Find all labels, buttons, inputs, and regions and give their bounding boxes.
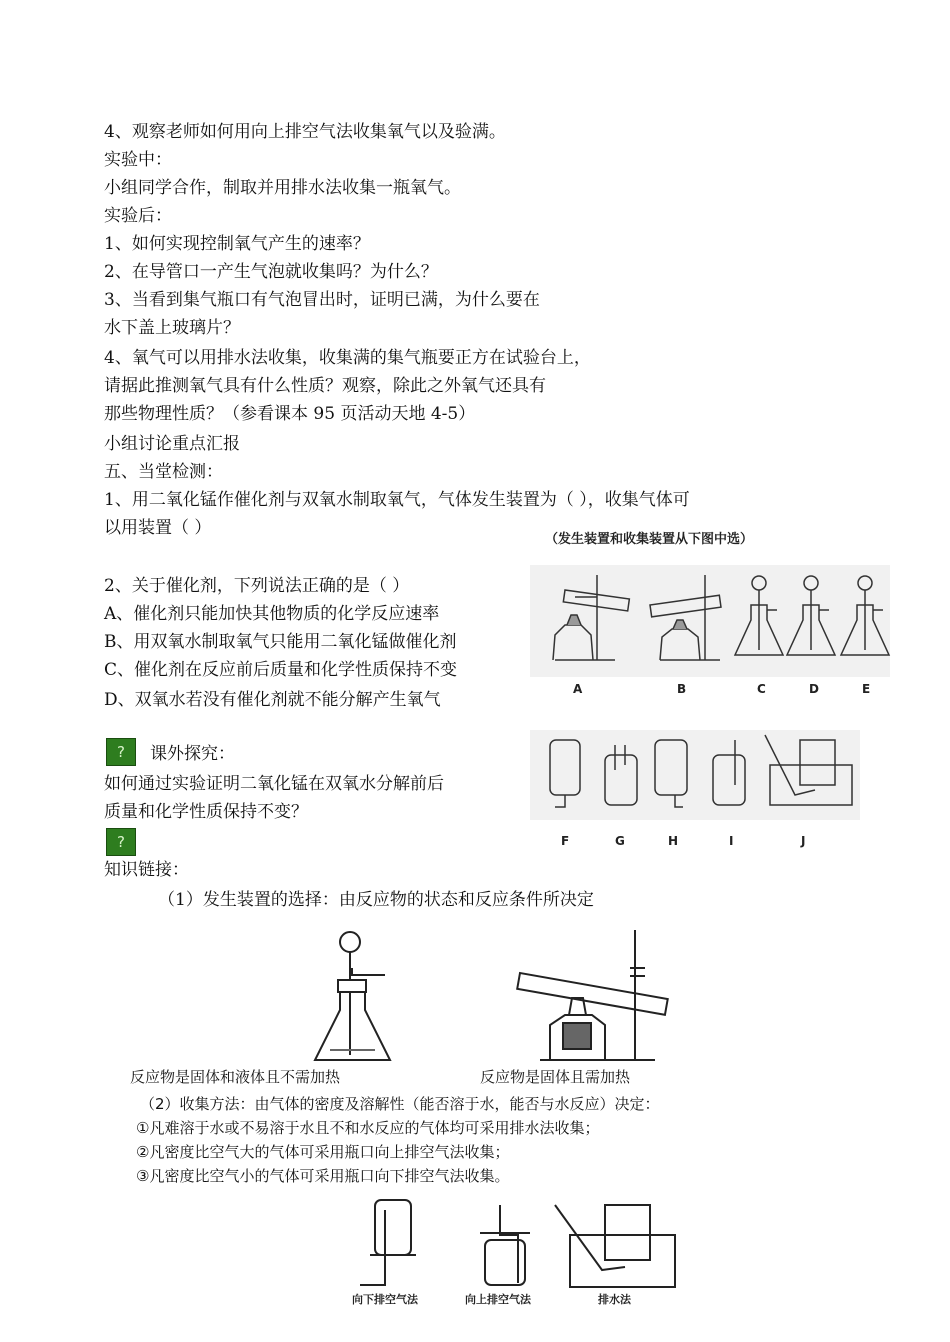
collection-label: 排水法	[598, 1293, 631, 1306]
collection-label: 向上排空气法	[465, 1293, 531, 1306]
apparatus-figure	[525, 525, 895, 855]
text-line: 小组同学合作，制取并用排水法收集一瓶氧气。	[104, 178, 461, 198]
knowledge-link-heading: 知识链接：	[104, 860, 189, 880]
text-line: 实验后：	[104, 206, 172, 226]
apparatus-label: H	[668, 834, 679, 848]
question-1-cont: 以用装置（ ）	[104, 518, 212, 538]
collection-rule-3: ③凡密度比空气小的气体可采用瓶口向下排空气法收集。	[136, 1167, 510, 1185]
question-2: 2、关于催化剂，下列说法正确的是（ ）	[104, 576, 410, 596]
generation-apparatus-figure	[120, 920, 720, 1095]
apparatus-label: D	[809, 682, 819, 696]
apparatus-label: C	[757, 682, 766, 696]
text-line: 水下盖上玻璃片？	[104, 318, 240, 338]
text-line: 2、在导管口一产生气泡就收集吗？为什么？	[104, 262, 438, 282]
collection-figure	[340, 1195, 680, 1315]
text-line: 质量和化学性质保持不变？	[104, 802, 308, 822]
question-1: 1、用二氧化锰作催化剂与双氧水制取氧气，气体发生装置为（ ），收集气体可	[104, 490, 690, 510]
apparatus-label: J	[801, 834, 806, 848]
text-line: 3、当看到集气瓶口有气泡冒出时，证明已满，为什么要在	[104, 290, 540, 310]
text-line: 请据此推测氧气具有什么性质？观察，除此之外氧气还具有	[104, 376, 546, 396]
collection-rule-2: ②凡密度比空气大的气体可采用瓶口向上排空气法收集；	[136, 1143, 510, 1161]
caption-left: 反应物是固体和液体且不需加热	[130, 1068, 341, 1086]
text-line: 小组讨论重点汇报	[104, 434, 240, 454]
collection-intro: （2）收集方法：由气体的密度及溶解性（能否溶于水，能否与水反应）决定：	[140, 1095, 660, 1113]
question-icon: ?	[106, 828, 136, 856]
question-icon: ?	[106, 738, 136, 766]
apparatus-label: G	[615, 834, 625, 848]
text-line: 实验中：	[104, 150, 172, 170]
apparatus-label: I	[729, 834, 734, 848]
option-a: A、催化剂只能加快其他物质的化学反应速率	[104, 604, 440, 624]
apparatus-label: B	[677, 682, 687, 696]
collection-rule-1: ①凡难溶于水或不易溶于水且不和水反应的气体均可采用排水法收集；	[136, 1119, 600, 1137]
text-line: （1）发生装置的选择：由反应物的状态和反应条件所决定	[158, 890, 594, 910]
collection-label: 向下排空气法	[352, 1293, 418, 1306]
section-heading: 五、当堂检测：	[104, 462, 223, 482]
apparatus-label: A	[573, 682, 583, 696]
extracurricular-heading: 课外探究：	[150, 744, 235, 764]
text-line: 4、氧气可以用排水法收集，收集满的集气瓶要正方在试验台上，	[104, 348, 591, 368]
text-line: 如何通过实验证明二氧化锰在双氧水分解前后	[104, 774, 444, 794]
option-d: D、双氧水若没有催化剂就不能分解产生氧气	[104, 690, 441, 710]
apparatus-label: F	[561, 834, 570, 848]
apparatus-label: E	[862, 682, 871, 696]
option-c: C、催化剂在反应前后质量和化学性质保持不变	[104, 660, 458, 680]
caption-right: 反应物是固体且需加热	[480, 1068, 631, 1086]
text-line: 1、如何实现控制氧气产生的速率？	[104, 234, 370, 254]
option-b: B、用双氧水制取氧气只能用二氧化锰做催化剂	[104, 632, 457, 652]
text-line: 4、观察老师如何用向上排空气法收集氧气以及验满。	[104, 122, 506, 142]
apparatus-figure-title: （发生装置和收集装置从下图中选）	[545, 532, 754, 547]
text-line: 那些物理性质？（参看课本 95 页活动天地 4-5）	[104, 404, 476, 424]
